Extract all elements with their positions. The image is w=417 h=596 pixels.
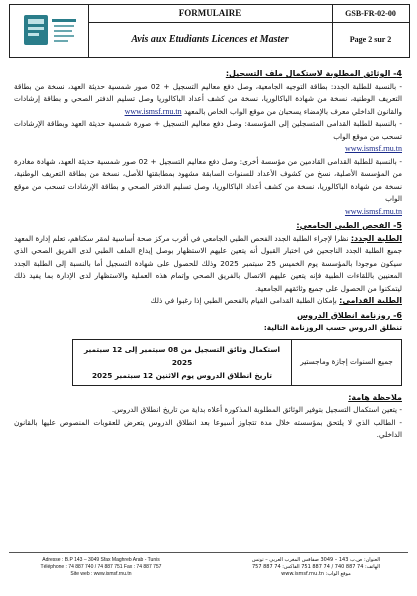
classes-start-date: تاريخ انطلاق الدروس يوم الاثنين 12 سبتمبر 2025: [91, 370, 272, 380]
document-header: [9, 4, 410, 58]
website-link[interactable]: www.ismsf.rnu.tn: [344, 144, 402, 153]
footer-contact-fr: Adresse : B.P 143 – 3049 Sfax Maghreb Arab - Tunis Téléphone : 74 887 740 / 74 887 751 Fax : 74 887 757 Site web : www.ismsf.rnu.tn: [40, 557, 162, 577]
document-body: [14, 68, 402, 442]
medical-new-students: الطلبة الجدد: نظرا لإجراء الطلبة الجدد الفحص الطبي الجامعي في أقرب مركز صحة أساسية لمقر سكناهم، تعلم إدارة المعهد جميع الطلبة الجدد الناجحين في اختبار القبول أنه يتعين عليهم الاستظهار بوصل إيداع الملف الطبي لدى الفريق الصحي الذي سيكون موجودا بالمؤسسة يوم الخميس 25 سبتمبر 2025 وذلك للحصول على شهادة التسجيل أما بالنسبة إلى الطلبة الجدد المعنيين باللقاءات الطبية فإنه يتعين عليهم الاتصال بالفريق الصحي وإتمام هذه العملية والاستظهار لدى الإدارة بما يفيد ذلك ليتمكنوا من الحصول على جميع وثائقهم الجامعية.: [14, 233, 403, 293]
logo-emblem-icon: [10, 5, 88, 57]
registration-period: استكمال وثائق التسجيل من 08 سبتمبر إلى 12 سبتمبر 2025: [83, 344, 281, 367]
page-number: Page 2 sur 2: [349, 35, 392, 44]
document-footer: [9, 552, 408, 591]
section-5-title: 5- الفحص الطبي الجامعي:: [296, 221, 402, 230]
docs-transfer-students: - بالنسبة للطلبة القدامى القادمين من مؤسسة أخرى: وصل دفع معاليم التسجيل + 02 صور شمسية حديثة العهد، شهادة مغادرة من المؤسسة الأصلية، نسخ من كشوف الأعداد للسنوات السابقة مشهود بمطابقتها للأصل، نسخة من بطاقة التعريف الوطنية، نسخة من شهادة الباكالوريا، نسخة من كشف أعداد الباكالوريا، وصل تسليم الدفتر الصحي و بطاقة الإرشادات تسحب من موقع الواب www.ismsf.rnu.tn: [14, 156, 402, 219]
form-title: FORMULAIRE: [88, 5, 332, 23]
section-6-title: 6- روزنامة انطلاق الدروس: [297, 310, 402, 320]
calendar-subtitle: تنطلق الدروس حسب الروزنامة التالية:: [263, 323, 402, 332]
calendar-table: [72, 339, 402, 386]
docs-new-students: - بالنسبة للطلبة الجدد: بطاقة التوجيه الجامعية، وصل دفع معاليم التسجيل + 02 صور شمسية حديثة العهد، نسخة من بطاقة التعريف الوطنية، نسخة من شهادة الباكالوريا، نسخة من كشف أعداد الباكالوريا وصل تسليم الدفتر الصحي و بطاقة إرشادات والقانون الداخلي معرف بالإمضاء يسحبان من موقع الواب الخاص بالمعهد www.ismsf.rnu.tn: [14, 81, 402, 119]
institute-logo: [10, 5, 89, 57]
note-item: - يتعين استكمال التسجيل بتوفير الوثائق المطلوبة المذكورة أعلاه بداية من تاريخ انطلاق الدروس.: [14, 404, 402, 417]
dates-cell: [73, 339, 292, 385]
docs-returning-students: - بالنسبة للطلبة القدامى المتسجلين إلى المؤسسة: وصل دفع معاليم التسجيل + صورة شمسية حديثة العهد وبطاقة الإرشادات تسحب من موقع الواب www.ismsf.rnu.tn: [14, 118, 402, 156]
note-item: - الطالب الذي لا يلتحق بمؤسسته خلال مدة تتجاوز أسبوعا بعد انطلاق الدروس يتعرض للعقوبات المنصوص عليها بالقانون الداخلي.: [14, 417, 402, 442]
website-link[interactable]: www.ismsf.rnu.tn: [344, 206, 402, 216]
website-link[interactable]: www.ismsf.rnu.tn: [124, 106, 182, 116]
form-subtitle: Avis aux Etudiants Licences et Master: [131, 34, 289, 45]
table-row: [73, 339, 402, 385]
footer-contact-ar: العنوان: ص.ب 143 – 3049 صفاقس المغرب العربي – تونس الهاتف: 74 887 740 / 74 887 751 الفاكس: 74 887 757 موقع الواب: www.ismsf.rnu.tn: [251, 557, 381, 577]
notes-title: ملاحظة هامة:: [348, 392, 402, 402]
medical-returning-students: الطلبة القدامى: بإمكان الطلبة القدامى القيام بالفحص الطبي إذا رغبوا في ذلك: [150, 296, 402, 305]
levels-cell: جميع السنوات إجازة وماجستير: [292, 339, 402, 385]
form-code: GSB-FR-02-00: [332, 5, 409, 23]
section-4-title: 4- الوثائق المطلوبة لاستكمال ملف التسجيل:: [225, 69, 402, 78]
